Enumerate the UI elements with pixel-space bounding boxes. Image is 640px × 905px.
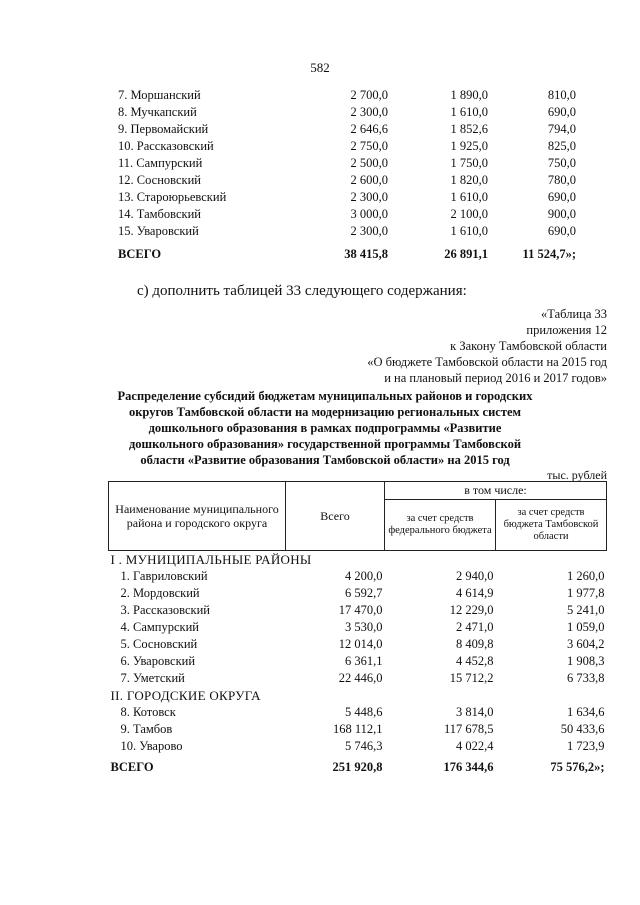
row-regional: 5 241,0 xyxy=(567,603,605,617)
table-row xyxy=(109,585,607,602)
row-name: 7. Уметский xyxy=(120,671,185,685)
row-regional: 1 260,0 xyxy=(567,569,605,583)
row-total: 2 600,0 xyxy=(350,173,388,187)
table-row xyxy=(118,223,598,240)
row-federal: 12 229,0 xyxy=(449,603,494,617)
row-federal: 4 452,8 xyxy=(456,654,494,668)
row-name: 3. Рассказовский xyxy=(120,603,210,617)
table-row xyxy=(118,121,598,138)
table-row xyxy=(109,619,607,636)
row-regional: 825,0 xyxy=(547,139,576,153)
row-federal: 1 610,0 xyxy=(450,105,488,119)
ref-line: приложения 12 xyxy=(526,323,607,337)
table-row xyxy=(109,602,607,619)
row-total: 22 446,0 xyxy=(338,671,383,685)
row-regional: 750,0 xyxy=(547,156,576,170)
page-number: 582 xyxy=(310,60,330,75)
intro-text: с) дополнить таблицей 33 следующего содержания: xyxy=(137,283,467,299)
ref-line: «О бюджете Тамбовской области на 2015 год xyxy=(367,355,607,369)
table-title xyxy=(110,388,540,468)
row-name: 9. Первомайский xyxy=(118,122,209,136)
row-federal: 8 409,8 xyxy=(456,637,494,651)
header-group: в том числе: xyxy=(385,482,607,500)
total-regional: 11 524,7»; xyxy=(522,247,576,261)
previous-table xyxy=(118,87,598,263)
title-line: дошкольного образования» государственной программы Тамбовской xyxy=(128,437,522,451)
row-regional: 6 733,8 xyxy=(567,671,605,685)
row-federal: 2 471,0 xyxy=(456,620,494,634)
row-name: 13. Староюрьевский xyxy=(118,190,227,204)
total-regional: 75 576,2»; xyxy=(550,760,605,774)
ref-line: к Закону Тамбовской области xyxy=(450,339,607,353)
section-title: I . МУНИЦИПАЛЬНЫЕ РАЙОНЫ xyxy=(110,552,312,567)
row-total: 6 592,7 xyxy=(345,586,383,600)
row-name: 11. Сампурский xyxy=(118,156,203,170)
row-total: 5 448,6 xyxy=(345,705,383,719)
row-name: 10. Уварово xyxy=(120,739,183,753)
row-regional: 780,0 xyxy=(547,173,576,187)
row-federal: 2 940,0 xyxy=(456,569,494,583)
row-name: 4. Сампурский xyxy=(120,620,199,634)
row-total: 3 000,0 xyxy=(350,207,388,221)
table-row xyxy=(109,568,607,585)
row-federal: 3 814,0 xyxy=(456,705,494,719)
row-regional: 900,0 xyxy=(547,207,576,221)
row-total: 2 300,0 xyxy=(350,105,388,119)
row-name: 14. Тамбовский xyxy=(118,207,201,221)
row-federal: 1 750,0 xyxy=(450,156,488,170)
row-regional: 3 604,2 xyxy=(567,637,605,651)
total-federal: 176 344,6 xyxy=(443,760,494,774)
header-name: Наименование муниципального района и городского округа xyxy=(109,482,286,551)
row-name: 6. Уваровский xyxy=(120,654,196,668)
table-row xyxy=(118,189,598,206)
table-row xyxy=(109,670,607,687)
row-federal: 2 100,0 xyxy=(450,207,488,221)
row-federal: 117 678,5 xyxy=(443,722,494,736)
row-federal: 1 820,0 xyxy=(450,173,488,187)
unit-label: тыс. рублей xyxy=(547,468,607,482)
table-reference xyxy=(367,306,607,386)
table-row xyxy=(118,87,598,104)
ref-line: и на плановый период 2016 и 2017 годов» xyxy=(384,371,607,385)
title-line: округов Тамбовской области на модернизацию региональных систем xyxy=(128,405,522,419)
row-name: 2. Мордовский xyxy=(120,586,200,600)
table-row xyxy=(118,138,598,155)
table-row xyxy=(118,206,598,223)
header-total: Всего xyxy=(286,482,385,551)
row-regional: 810,0 xyxy=(547,88,576,102)
row-federal: 1 852,6 xyxy=(450,122,488,136)
row-name: 7. Моршанский xyxy=(118,88,201,102)
row-regional: 1 977,8 xyxy=(567,586,605,600)
row-regional: 1 908,3 xyxy=(567,654,605,668)
total-federal: 26 891,1 xyxy=(444,247,488,261)
title-line: Распределение субсидий бюджетам муниципальных районов и городских xyxy=(117,389,533,403)
row-total: 5 746,3 xyxy=(345,739,383,753)
row-total: 2 300,0 xyxy=(350,190,388,204)
ref-line: «Таблица 33 xyxy=(541,307,607,321)
section-row xyxy=(109,687,607,704)
row-name: 8. Мучкапский xyxy=(118,105,197,119)
row-federal: 1 890,0 xyxy=(450,88,488,102)
row-total: 2 700,0 xyxy=(350,88,388,102)
row-total: 6 361,1 xyxy=(345,654,383,668)
row-regional: 1 634,6 xyxy=(567,705,605,719)
total-row xyxy=(118,246,598,263)
row-total: 3 530,0 xyxy=(345,620,383,634)
total-label: ВСЕГО xyxy=(110,760,154,774)
header-federal: за счет средств федерального бюджета xyxy=(385,500,496,551)
row-regional: 50 433,6 xyxy=(560,722,605,736)
total-row xyxy=(109,755,607,776)
table-row xyxy=(109,653,607,670)
row-total: 12 014,0 xyxy=(338,637,383,651)
table-row xyxy=(118,104,598,121)
subsidy-table xyxy=(108,481,607,776)
table-row xyxy=(109,636,607,653)
row-regional: 690,0 xyxy=(547,105,576,119)
table-row xyxy=(109,738,607,755)
row-total: 2 750,0 xyxy=(350,139,388,153)
table-row xyxy=(109,704,607,721)
row-regional: 1 723,9 xyxy=(567,739,605,753)
row-total: 2 646,6 xyxy=(350,122,388,136)
row-regional: 690,0 xyxy=(547,224,576,238)
row-federal: 1 925,0 xyxy=(450,139,488,153)
row-federal: 15 712,2 xyxy=(449,671,494,685)
row-federal: 1 610,0 xyxy=(450,190,488,204)
row-regional: 690,0 xyxy=(547,190,576,204)
row-regional: 1 059,0 xyxy=(567,620,605,634)
table-row xyxy=(109,721,607,738)
total-sum: 251 920,8 xyxy=(332,760,383,774)
row-federal: 4 022,4 xyxy=(456,739,494,753)
header-regional: за счет средств бюджета Тамбовской области xyxy=(496,500,607,551)
section-title: II. ГОРОДСКИЕ ОКРУГА xyxy=(110,688,261,703)
title-line: дошкольного образования в рамках подпрограммы «Развитие xyxy=(148,421,502,435)
row-total: 2 300,0 xyxy=(350,224,388,238)
row-total: 168 112,1 xyxy=(332,722,383,736)
table-row xyxy=(118,155,598,172)
row-name: 10. Рассказовский xyxy=(118,139,214,153)
row-federal: 4 614,9 xyxy=(456,586,494,600)
row-name: 9. Тамбов xyxy=(120,722,173,736)
table-row xyxy=(118,172,598,189)
row-name: 12. Сосновский xyxy=(118,173,201,187)
row-total: 2 500,0 xyxy=(350,156,388,170)
title-line: области «Развитие образования Тамбовской области» на 2015 год xyxy=(140,453,510,467)
row-name: 1. Гавриловский xyxy=(120,569,208,583)
row-name: 8. Котовск xyxy=(120,705,176,719)
row-total: 4 200,0 xyxy=(345,569,383,583)
row-name: 15. Уваровский xyxy=(118,224,199,238)
total-sum: 38 415,8 xyxy=(344,247,388,261)
row-regional: 794,0 xyxy=(547,122,576,136)
row-federal: 1 610,0 xyxy=(450,224,488,238)
row-name: 5. Сосновский xyxy=(120,637,198,651)
section-row xyxy=(109,551,607,569)
total-label: ВСЕГО xyxy=(118,247,162,261)
row-total: 17 470,0 xyxy=(338,603,383,617)
